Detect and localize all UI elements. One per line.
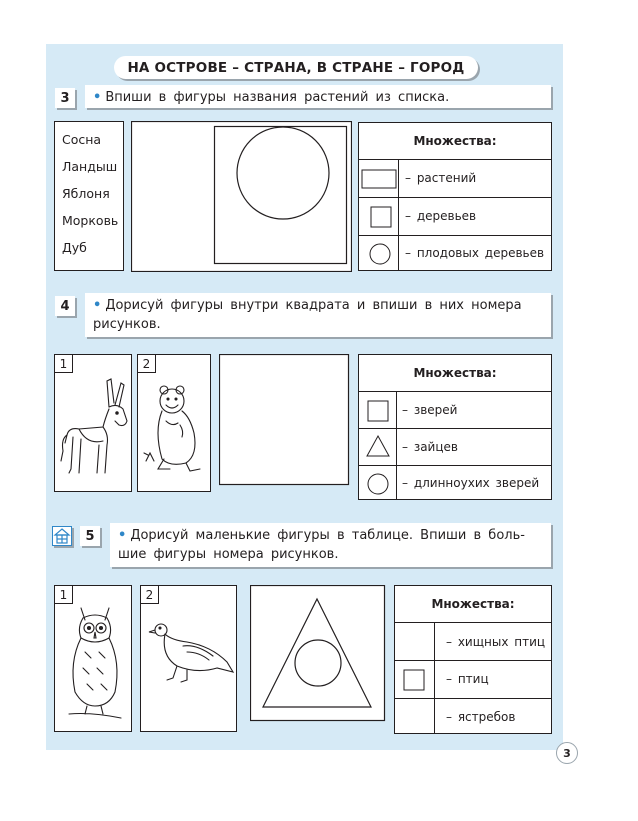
bullet: • bbox=[93, 298, 102, 313]
plant-item: Ландыш bbox=[62, 159, 118, 174]
square-icon bbox=[251, 586, 385, 721]
table-row bbox=[359, 235, 551, 272]
table-divider bbox=[434, 622, 435, 733]
task-4-text: Дорисуй фигуры внутри квадрата и впиши в них номера рисунков. bbox=[93, 298, 522, 332]
square-icon bbox=[369, 205, 393, 229]
square-icon bbox=[220, 355, 349, 485]
task-5-sets-table bbox=[394, 585, 552, 734]
plant-item: Дуб bbox=[62, 240, 87, 255]
task-4-figure-area[interactable] bbox=[219, 354, 350, 486]
table-row-label: – зверей bbox=[402, 403, 458, 417]
picture-number: 1 bbox=[55, 355, 73, 373]
circle-icon bbox=[366, 472, 390, 496]
table-row bbox=[395, 622, 551, 660]
task-3-figure-area[interactable] bbox=[131, 121, 352, 272]
task-3-number: 3 bbox=[55, 88, 75, 108]
table-header: Множества: bbox=[413, 366, 497, 380]
task-3-sets-table bbox=[358, 122, 552, 271]
table-row-label: – растений bbox=[405, 171, 477, 185]
table-divider bbox=[398, 159, 399, 270]
task-3-instruction bbox=[85, 85, 551, 108]
picture-number: 2 bbox=[141, 586, 159, 604]
picture-card bbox=[137, 354, 211, 492]
table-row bbox=[359, 391, 551, 428]
table-row-label: – птиц bbox=[446, 672, 489, 686]
table-header: Множества: bbox=[413, 134, 497, 148]
picture-number: 1 bbox=[55, 586, 73, 604]
table-row-label: – ястребов bbox=[446, 710, 516, 724]
plant-list bbox=[54, 121, 124, 271]
dove-icon bbox=[147, 616, 235, 696]
circle-icon bbox=[368, 242, 392, 266]
task-3-text: Впиши в фигуры названия растений из списка. bbox=[105, 90, 450, 105]
picture-card bbox=[54, 354, 132, 492]
table-row-label: – хищных птиц bbox=[446, 635, 546, 649]
picture-number: 2 bbox=[138, 355, 156, 373]
table-row bbox=[359, 428, 551, 465]
table-row bbox=[395, 698, 551, 735]
task-4-sets-table bbox=[358, 354, 552, 500]
task-5-instruction bbox=[110, 523, 551, 567]
page-number: 3 bbox=[556, 742, 578, 764]
rectangle-icon bbox=[361, 168, 399, 190]
table-row-label: – длинноухих зверей bbox=[402, 476, 540, 490]
owl-icon bbox=[61, 602, 129, 726]
triangle-icon bbox=[365, 434, 391, 458]
home-icon bbox=[52, 526, 72, 546]
table-divider bbox=[396, 391, 397, 499]
task-4-number: 4 bbox=[55, 296, 75, 316]
task-5-figure-area[interactable] bbox=[250, 585, 386, 722]
table-row-label: – зайцев bbox=[402, 440, 458, 454]
picture-card bbox=[54, 585, 132, 732]
table-row-label: – деревьев bbox=[405, 209, 477, 223]
table-row bbox=[359, 465, 551, 501]
bullet: • bbox=[93, 90, 102, 105]
donkey-icon bbox=[59, 369, 129, 487]
square-icon bbox=[402, 668, 426, 692]
bear-icon bbox=[140, 375, 210, 487]
picture-card bbox=[140, 585, 237, 732]
table-row bbox=[359, 197, 551, 235]
task-4-instruction bbox=[85, 293, 551, 337]
table-header: Множества: bbox=[431, 597, 515, 611]
plant-item: Морковь bbox=[62, 213, 119, 228]
square-icon bbox=[366, 399, 390, 423]
page-title: НА ОСТРОВЕ – СТРАНА, В СТРАНЕ – ГОРОД bbox=[114, 56, 478, 79]
table-row bbox=[359, 159, 551, 197]
bullet: • bbox=[118, 528, 127, 543]
plant-item: Яблоня bbox=[62, 186, 110, 201]
plant-item: Сосна bbox=[62, 132, 102, 147]
task-5-text: Дорисуй маленькие фигуры в таблице. Впиши в боль-шие фигуры номера рисунков. bbox=[118, 528, 525, 562]
table-row bbox=[395, 660, 551, 698]
table-row-label: – плодовых деревьев bbox=[405, 246, 545, 260]
task-5-number: 5 bbox=[80, 526, 100, 546]
